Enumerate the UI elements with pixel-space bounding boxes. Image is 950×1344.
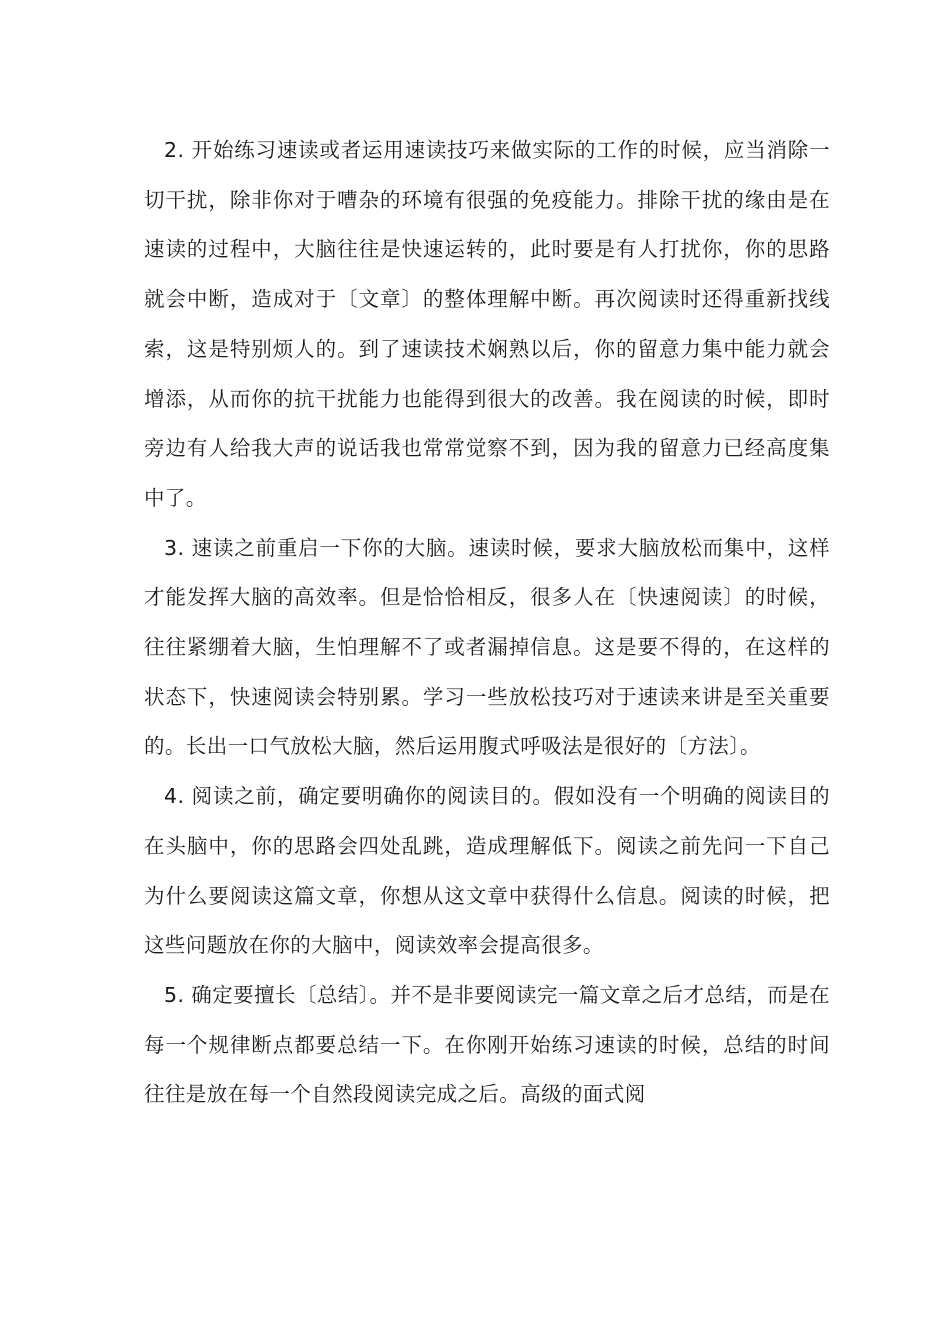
paragraph-tip-3: 3. 速读之前重启一下你的大脑。速读时候，要求大脑放松而集中，这样才能发挥大脑的高效率。但是恰恰相反，很多人在〔快速阅读〕的时候，往往紧绷着大脑，生怕理解不了或者漏掉信息。这是要不得的，在这样的状态下，快速阅读会特别累。学习一些放松技巧对于速读来讲是至关重要的。长出一口气放松大脑，然后运用腹式呼吸法是很好的〔方法〕。 <box>144 535 830 759</box>
paragraph-tip-5: 5. 确定要擅长〔总结〕。并不是非要阅读完一篇文章之后才总结，而是在每一个规律断点都要总结一下。在你刚开始练习速读的时候，总结的时间往往是放在每一个自然段阅读完成之后。高级的面式阅 <box>144 982 830 1107</box>
document-body <box>144 126 830 1120</box>
paragraph-tip-4: 4. 阅读之前，确定要明确你的阅读目的。假如没有一个明确的阅读目的在头脑中，你的思路会四处乱跳，造成理解低下。阅读之前先问一下自己为什么要阅读这篇文章，你想从这文章中获得什么信息。阅读的时候，把这些问题放在你的大脑中，阅读效率会提高很多。 <box>144 784 830 958</box>
paragraph-tip-2: 2. 开始练习速读或者运用速读技巧来做实际的工作的时候，应当消除一切干扰，除非你对于嘈杂的环境有很强的免疫能力。排除干扰的缘由是在速读的过程中，大脑往往是快速运转的，此时要是有人打扰你，你的思路就会中断，造成对于〔文章〕的整体理解中断。再次阅读时还得重新找线索，这是特别烦人的。到了速读技术娴熟以后，你的留意力集中能力就会增添，从而你的抗干扰能力也能得到很大的改善。我在阅读的时候，即时旁边有人给我大声的说话我也常常觉察不到，因为我的留意力已经高度集中了。 <box>144 138 830 510</box>
